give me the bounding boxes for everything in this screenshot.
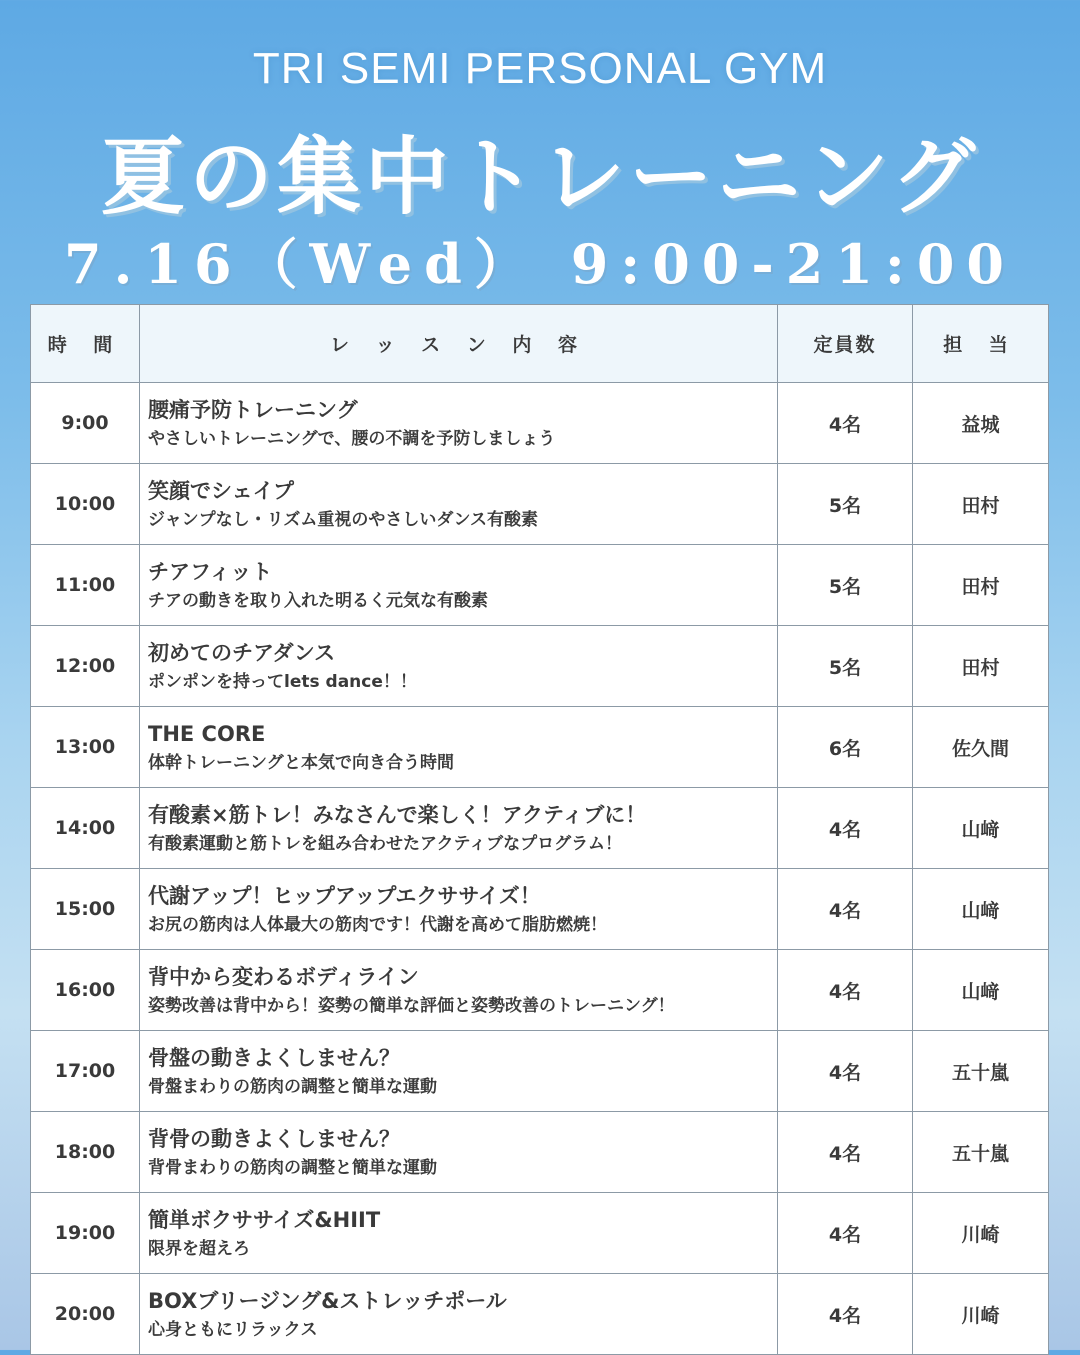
lesson-title: 初めてのチアダンス: [148, 640, 336, 665]
lesson-title: 腰痛予防トレーニング: [148, 397, 358, 422]
lesson-instructor: 田村: [913, 626, 1049, 707]
lesson-time: 16:00: [31, 950, 140, 1031]
lesson-content: [140, 950, 778, 1031]
schedule-row: [31, 545, 1049, 626]
lesson-title: 背中から変わるボディライン: [148, 964, 419, 989]
lesson-content: [140, 1031, 778, 1112]
lesson-description: ジャンプなし・リズム重視のやさしいダンス有酸素: [148, 509, 538, 530]
lesson-capacity: 4名: [778, 1193, 913, 1274]
lesson-capacity: 4名: [778, 950, 913, 1031]
lesson-description: 有酸素運動と筋トレを組み合わせたアクティブなプログラム！: [148, 833, 622, 854]
column-header-staff: 担 当: [913, 305, 1049, 383]
schedule-row: [31, 626, 1049, 707]
schedule-row: [31, 1112, 1049, 1193]
lesson-time: 19:00: [31, 1193, 140, 1274]
lesson-content: [140, 1193, 778, 1274]
lesson-capacity: 4名: [778, 788, 913, 869]
lesson-content: [140, 707, 778, 788]
schedule-header-row: [31, 305, 1049, 383]
lesson-title: THE CORE: [148, 721, 266, 746]
lesson-capacity: 4名: [778, 1031, 913, 1112]
schedule-table: [30, 304, 1049, 1355]
lesson-description: 姿勢改善は背中から！姿勢の簡単な評価と姿勢改善のトレーニング！: [148, 995, 675, 1016]
schedule-row: [31, 383, 1049, 464]
lesson-description: 背骨まわりの筋肉の調整と簡単な運動: [148, 1157, 437, 1178]
lesson-instructor: 田村: [913, 464, 1049, 545]
lesson-capacity: 5名: [778, 626, 913, 707]
column-header-capacity: 定員数: [778, 305, 913, 383]
lesson-capacity: 4名: [778, 1112, 913, 1193]
lesson-description: ポンポンを持ってlets dance！！: [148, 671, 417, 692]
lesson-instructor: 川崎: [913, 1193, 1049, 1274]
event-title: 夏の集中トレーニング: [100, 128, 980, 226]
poster-header: [0, 0, 1080, 300]
schedule-row: [31, 1193, 1049, 1274]
lesson-description: お尻の筋肉は人体最大の筋肉です！代謝を高めて脂肪燃焼！: [148, 914, 607, 935]
lesson-instructor: 佐久間: [913, 707, 1049, 788]
lesson-capacity: 5名: [778, 545, 913, 626]
lesson-instructor: 山﨑: [913, 869, 1049, 950]
schedule-table-container: [30, 304, 1048, 1355]
lesson-instructor: 五十嵐: [913, 1112, 1049, 1193]
lesson-title: 有酸素×筋トレ！みなさんで楽しく！アクティブに！: [148, 802, 647, 827]
lesson-capacity: 5名: [778, 464, 913, 545]
lesson-description: 体幹トレーニングと本気で向き合う時間: [148, 752, 454, 773]
lesson-time: 17:00: [31, 1031, 140, 1112]
lesson-content: [140, 383, 778, 464]
lesson-time: 18:00: [31, 1112, 140, 1193]
lesson-capacity: 4名: [778, 1274, 913, 1355]
column-header-time: 時 間: [31, 305, 140, 383]
lesson-description: 心身ともにリラックス: [148, 1319, 318, 1340]
lesson-time: 14:00: [31, 788, 140, 869]
column-header-lesson: レ ッ ス ン 内 容: [140, 305, 778, 383]
lesson-instructor: 益城: [913, 383, 1049, 464]
schedule-row: [31, 464, 1049, 545]
lesson-time: 15:00: [31, 869, 140, 950]
lesson-content: [140, 626, 778, 707]
lesson-instructor: 五十嵐: [913, 1031, 1049, 1112]
schedule-row: [31, 869, 1049, 950]
lesson-title: 笑顔でシェイプ: [148, 478, 294, 503]
event-date-time: 7.16（Wed） 9:00-21:00: [64, 232, 1016, 296]
lesson-instructor: 川崎: [913, 1274, 1049, 1355]
lesson-time: 9:00: [31, 383, 140, 464]
lesson-title: 代謝アップ！ヒップアップエクササイズ！: [148, 883, 541, 908]
lesson-description: チアの動きを取り入れた明るく元気な有酸素: [148, 590, 488, 611]
lesson-title: 骨盤の動きよくしません？: [148, 1045, 400, 1070]
lesson-content: [140, 545, 778, 626]
lesson-title: BOXブリージング&ストレッチポール: [148, 1288, 507, 1313]
lesson-capacity: 4名: [778, 383, 913, 464]
lesson-time: 12:00: [31, 626, 140, 707]
lesson-title: 背骨の動きよくしません？: [148, 1126, 400, 1151]
lesson-capacity: 6名: [778, 707, 913, 788]
schedule-row: [31, 950, 1049, 1031]
lesson-title: チアフィット: [148, 559, 273, 584]
lesson-time: 13:00: [31, 707, 140, 788]
schedule-row: [31, 788, 1049, 869]
schedule-row: [31, 1274, 1049, 1355]
lesson-content: [140, 1274, 778, 1355]
lesson-instructor: 山﨑: [913, 950, 1049, 1031]
lesson-content: [140, 788, 778, 869]
lesson-description: やさしいトレーニングで、腰の不調を予防しましょう: [148, 428, 556, 449]
lesson-description: 骨盤まわりの筋肉の調整と簡単な運動: [148, 1076, 437, 1097]
lesson-time: 10:00: [31, 464, 140, 545]
lesson-instructor: 山﨑: [913, 788, 1049, 869]
gym-brand-name: TRI SEMI PERSONAL GYM: [252, 44, 828, 93]
lesson-content: [140, 869, 778, 950]
lesson-title: 簡単ボクササイズ&HIIT: [148, 1207, 381, 1232]
schedule-row: [31, 1031, 1049, 1112]
lesson-time: 20:00: [31, 1274, 140, 1355]
lesson-instructor: 田村: [913, 545, 1049, 626]
lesson-time: 11:00: [31, 545, 140, 626]
lesson-description: 限界を超えろ: [148, 1238, 250, 1259]
lesson-content: [140, 1112, 778, 1193]
lesson-capacity: 4名: [778, 869, 913, 950]
lesson-content: [140, 464, 778, 545]
schedule-row: [31, 707, 1049, 788]
